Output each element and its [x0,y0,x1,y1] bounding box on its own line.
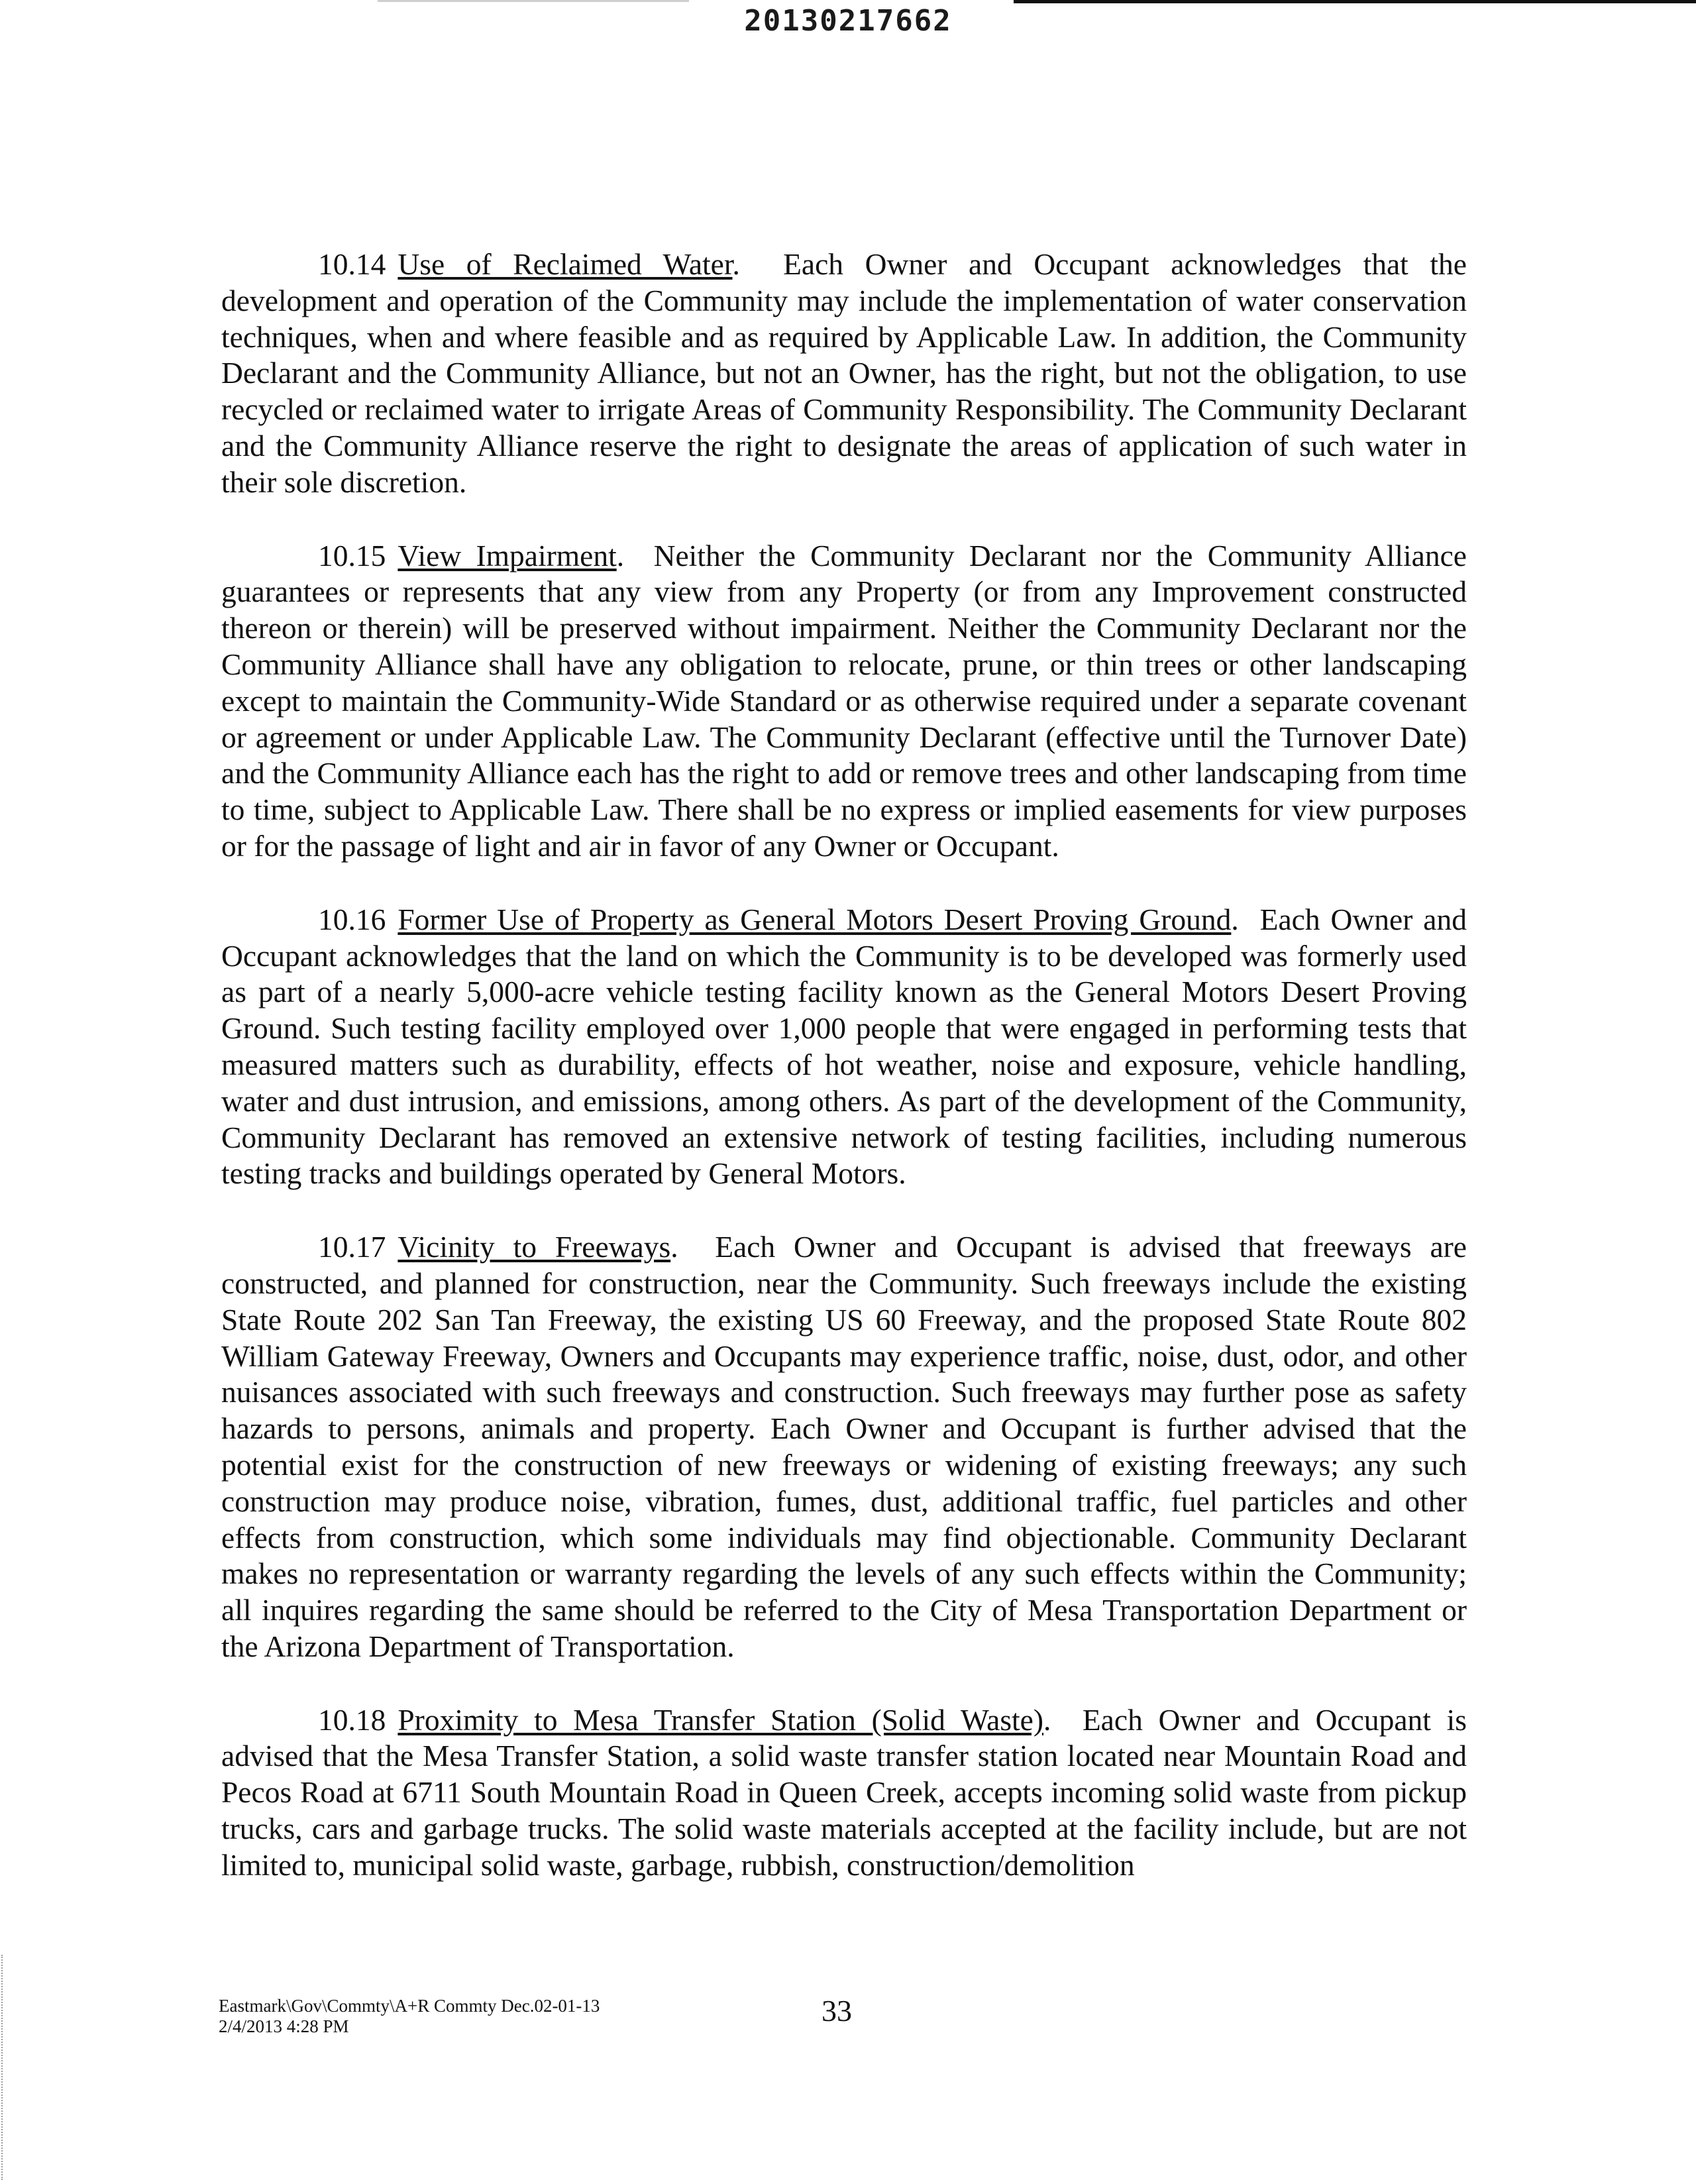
section-text: Neither the Community Declarant nor the Community Alliance guarantees or represents that any view from any Property (or from any Improvement constructed thereon or therein) will be preserved without impairment. Neither the Community Declarant nor the Community Alliance shall have any obligation to relocate, prune, or thin trees or other landscaping except to maintain the Community-Wide Standard or as otherwise required under a separate covenant or agreement or under Applicable Law. The Community Declarant (effective until the Turnover Date) and the Community Alliance each has the right to add or remove trees and other landscaping from time to time, subject to Applicable Law. There shall be no express or implied easements for view purposes or for the passage of light and air in favor of any Owner or Occupant. [221,538,1467,863]
footer-file-info [219,1996,600,2037]
section-number: 10.17 [318,1230,386,1264]
document-number: 20130217662 [744,4,952,38]
footer-timestamp: 2/4/2013 4:28 PM [219,2016,349,2036]
document-body [221,246,1467,1884]
section-text: Each Owner and Occupant is advised that the Mesa Transfer Station, a solid waste transfer station located near Mountain Road and Pecos Road at 6711 South Mountain Road in Queen Creek, accepts incoming solid waste from pickup trucks, cars and garbage trucks. The solid waste materials accepted at the facility include, but are not limited to, municipal solid waste, garbage, rubbish, construction/demolition [221,1702,1467,1882]
header-rule-left [378,0,689,2]
section-number: 10.15 [318,538,386,573]
section-title: Proximity to Mesa Transfer Station (Solid Waste) [398,1702,1044,1737]
section-10-15: 10.15 View Impairment. Neither the Community Declarant nor the Community Alliance guarantees or represents that any view from any Property (or from any Improvement constructed thereon or therein) will be preserved without impairment. Neither the Community Declarant nor the Community Alliance shall have any obligation to relocate, prune, or thin trees or other landscaping except to maintain the Community-Wide Standard or as otherwise required under a separate covenant or agreement or under Applicable Law. The Community Declarant (effective until the Turnover Date) and the Community Alliance each has the right to add or remove trees and other landscaping from time to time, subject to Applicable Law. There shall be no express or implied easements for view purposes or for the passage of light and air in favor of any Owner or Occupant. [221,538,1467,863]
section-title: View Impairment [398,538,617,573]
footer-file-path: Eastmark\Gov\Commty\A+R Commty Dec.02-01-13 [219,1996,600,2016]
section-10-18: 10.18 Proximity to Mesa Transfer Station (Solid Waste). Each Owner and Occupant is advised that the Mesa Transfer Station, a solid waste transfer station located near Mountain Road and Pecos Road at 6711 South Mountain Road in Queen Creek, accepts incoming solid waste from pickup trucks, cars and garbage trucks. The solid waste materials accepted at the facility include, but are not limited to, municipal solid waste, garbage, rubbish, construction/demolition [221,1702,1467,1882]
section-10-17: 10.17 Vicinity to Freeways. Each Owner and Occupant is advised that freeways are constructed, and planned for construction, near the Community. Such freeways include the existing State Route 202 San Tan Freeway, the existing US 60 Freeway, and the proposed State Route 802 William Gateway Freeway, Owners and Occupants may experience traffic, noise, dust, odor, and other nuisances associated with such freeways and construction. Such freeways may further pose as safety hazards to persons, animals and property. Each Owner and Occupant is further advised that the potential exist for the construction of new freeways or widening of existing freeways; any such construction may produce noise, vibration, fumes, dust, additional traffic, fuel particles and other effects from construction, which some individuals may find objectionable. Community Declarant makes no representation or warranty regarding the levels of any such effects within the Community; all inquires regarding the same should be referred to the City of Mesa Transportation Department or the Arizona Department of Transportation. [221,1230,1467,1663]
section-number: 10.14 [318,247,386,281]
section-number: 10.16 [318,902,386,936]
scan-edge-mark [1,1955,4,2180]
section-title: Former Use of Property as General Motors Desert Proving Ground [398,902,1232,936]
page-number: 33 [822,1994,852,2028]
section-10-14: 10.14 Use of Reclaimed Water. Each Owner and Occupant acknowledges that the development and operation of the Community may include the implementation of water conservation techniques, when and where feasible and as required by Applicable Law. In addition, the Community Declarant and the Community Alliance, but not an Owner, has the right, but not the obligation, to use recycled or reclaimed water to irrigate Areas of Community Responsibility. The Community Declarant and the Community Alliance reserve the right to designate the areas of application of such water in their sole discretion. [221,247,1467,499]
section-number: 10.18 [318,1702,386,1737]
section-text: Each Owner and Occupant acknowledges that the land on which the Community is to be developed was formerly used as part of a nearly 5,000-acre vehicle testing facility known as the General Motors Desert Proving Ground. Such testing facility employed over 1,000 people that were engaged in performing tests that measured matters such as durability, effects of hot weather, noise and exposure, vehicle handling, water and dust intrusion, and emissions, among others. As part of the development of the Community, Community Declarant has removed an extensive network of testing facilities, including numerous testing tracks and buildings operated by General Motors. [221,902,1467,1191]
section-title: Use of Reclaimed Water [398,247,733,281]
header-rule-right [1014,0,1696,3]
section-text: Each Owner and Occupant acknowledges that the development and operation of the Community may include the implementation of water conservation techniques, when and where feasible and as required by Applicable Law. In addition, the Community Declarant and the Community Alliance, but not an Owner, has the right, but not the obligation, to use recycled or reclaimed water to irrigate Areas of Community Responsibility. The Community Declarant and the Community Alliance reserve the right to designate the areas of application of such water in their sole discretion. [221,247,1467,499]
section-title: Vicinity to Freeways [398,1230,671,1264]
section-10-16: 10.16 Former Use of Property as General Motors Desert Proving Ground. Each Owner and Occupant acknowledges that the land on which the Community is to be developed was formerly used as part of a nearly 5,000-acre vehicle testing facility known as the General Motors Desert Proving Ground. Such testing facility employed over 1,000 people that were engaged in performing tests that measured matters such as durability, effects of hot weather, noise and exposure, vehicle handling, water and dust intrusion, and emissions, among others. As part of the development of the Community, Community Declarant has removed an extensive network of testing facilities, including numerous testing tracks and buildings operated by General Motors. [221,902,1467,1191]
section-text: Each Owner and Occupant is advised that freeways are constructed, and planned for construction, near the Community. Such freeways include the existing State Route 202 San Tan Freeway, the existing US 60 Freeway, and the proposed State Route 802 William Gateway Freeway, Owners and Occupants may experience traffic, noise, dust, odor, and other nuisances associated with such freeways and construction. Such freeways may further pose as safety hazards to persons, animals and property. Each Owner and Occupant is further advised that the potential exist for the construction of new freeways or widening of existing freeways; any such construction may produce noise, vibration, fumes, dust, additional traffic, fuel particles and other effects from construction, which some individuals may find objectionable. Community Declarant makes no representation or warranty regarding the levels of any such effects within the Community; all inquires regarding the same should be referred to the City of Mesa Transportation Department or the Arizona Department of Transportation. [221,1230,1467,1663]
